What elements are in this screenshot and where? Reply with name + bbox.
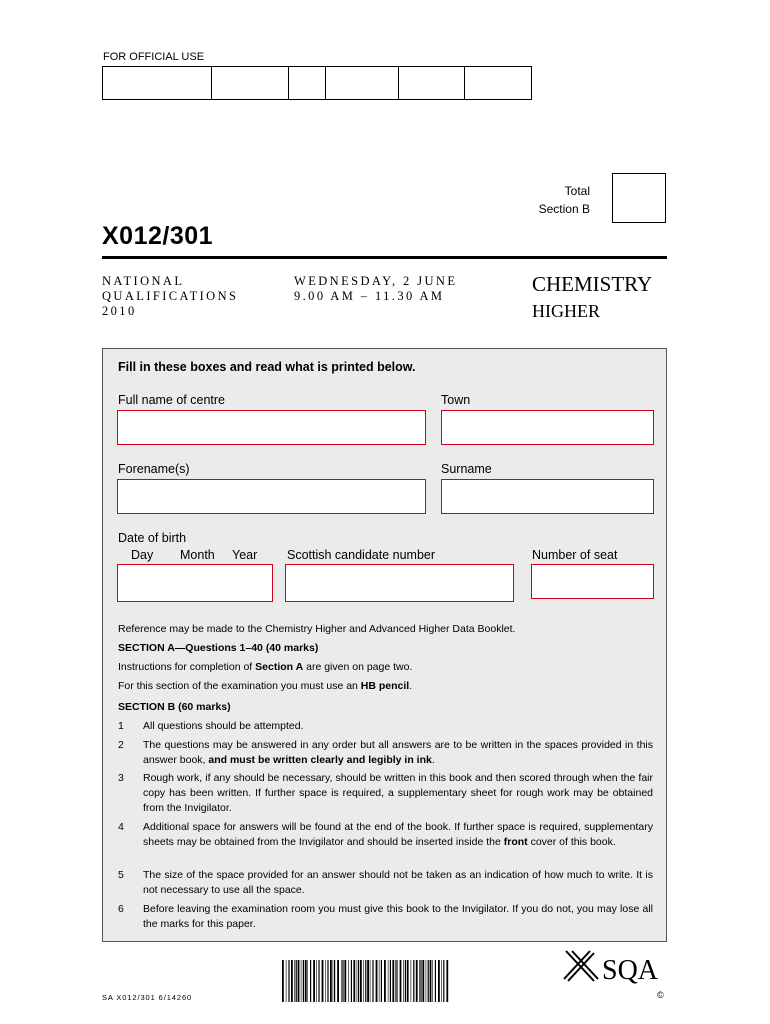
candidate-number-field[interactable] — [285, 564, 514, 602]
item-number: 5 — [118, 869, 124, 881]
forename-label: Forename(s) — [118, 462, 190, 476]
town-label: Town — [441, 393, 471, 407]
dob-field[interactable] — [117, 564, 273, 602]
dob-label: Date of birth — [118, 531, 187, 545]
centre-label: Full name of centre — [118, 393, 225, 407]
centre-name-field[interactable] — [117, 410, 426, 445]
year-label: Year — [232, 548, 258, 562]
seat-number-field[interactable] — [531, 564, 654, 599]
instruction-item: The questions may be answered in any order but all answers are to be written in the spaces provided in this answer book, and must be written clearly and legibly in ink. — [143, 739, 653, 766]
instruction-item: The size of the space provided for an answer should not be taken as an indication of how much to write. It is not necessary to use all the space. — [143, 869, 653, 896]
reference-note: Reference may be made to the Chemistry Higher and Advanced Higher Data Booklet. — [118, 623, 516, 635]
sqa-logo — [560, 947, 665, 987]
section-a-line2: For this section of the examination you must use an HB pencil. — [118, 680, 413, 692]
national-qualifications: NATIONAL QUALIFICATIONS 2010 — [102, 274, 239, 318]
total-section-b-box — [612, 173, 666, 223]
instruction-item: Rough work, if any should be necessary, should be written in this book and then scored through when the fair copy has been written. If further space is required, a supplementary sheet for rough work may be obtained from the Invigilator. — [143, 772, 653, 814]
form-heading: Fill in these boxes and read what is printed below. — [118, 360, 416, 374]
footer-reference: SA X012/301 6/14260 — [102, 993, 193, 1002]
instruction-item: All questions should be attempted. — [143, 720, 304, 732]
official-use-boxes — [102, 66, 532, 100]
day-label: Day — [131, 548, 154, 562]
town-field[interactable] — [441, 410, 654, 445]
seat-number-label: Number of seat — [532, 548, 618, 562]
copyright-mark: © — [657, 990, 664, 1000]
surname-label: Surname — [441, 462, 492, 476]
total-label: Total Section B — [538, 184, 590, 216]
header-rule — [102, 256, 667, 259]
official-use-label: FOR OFFICIAL USE — [103, 51, 205, 63]
item-number: 4 — [118, 821, 124, 833]
barcode-image — [282, 960, 450, 1002]
item-number: 6 — [118, 903, 124, 915]
candidate-number-label: Scottish candidate number — [287, 548, 436, 562]
surname-field[interactable] — [441, 479, 654, 514]
section-a-line1: Instructions for completion of Section A are given on page two. — [118, 661, 413, 673]
section-b-title: SECTION B (60 marks) — [118, 701, 231, 713]
item-number: 2 — [118, 739, 124, 751]
instruction-item: Additional space for answers will be found at the end of the book. If further space is required, supplementary sheets may be obtained from the Invigilator and should be inserted inside the front cover of this book. — [143, 821, 653, 848]
svg-text:SQA: SQA — [602, 955, 659, 986]
instruction-item: Before leaving the examination room you must give this book to the Invigilator. If you do not, you may lose all the marks for this paper. — [143, 903, 653, 930]
subject-title: CHEMISTRY HIGHER — [532, 272, 653, 321]
section-a-title: SECTION A—Questions 1–40 (40 marks) — [118, 642, 319, 654]
item-number: 1 — [118, 720, 124, 732]
exam-code: X012/301 — [102, 222, 214, 250]
item-number: 3 — [118, 772, 124, 784]
month-label: Month — [180, 548, 215, 562]
forename-field[interactable] — [117, 479, 426, 514]
exam-date: WEDNESDAY, 2 JUNE 9.00 AM – 11.30 AM — [294, 274, 458, 303]
